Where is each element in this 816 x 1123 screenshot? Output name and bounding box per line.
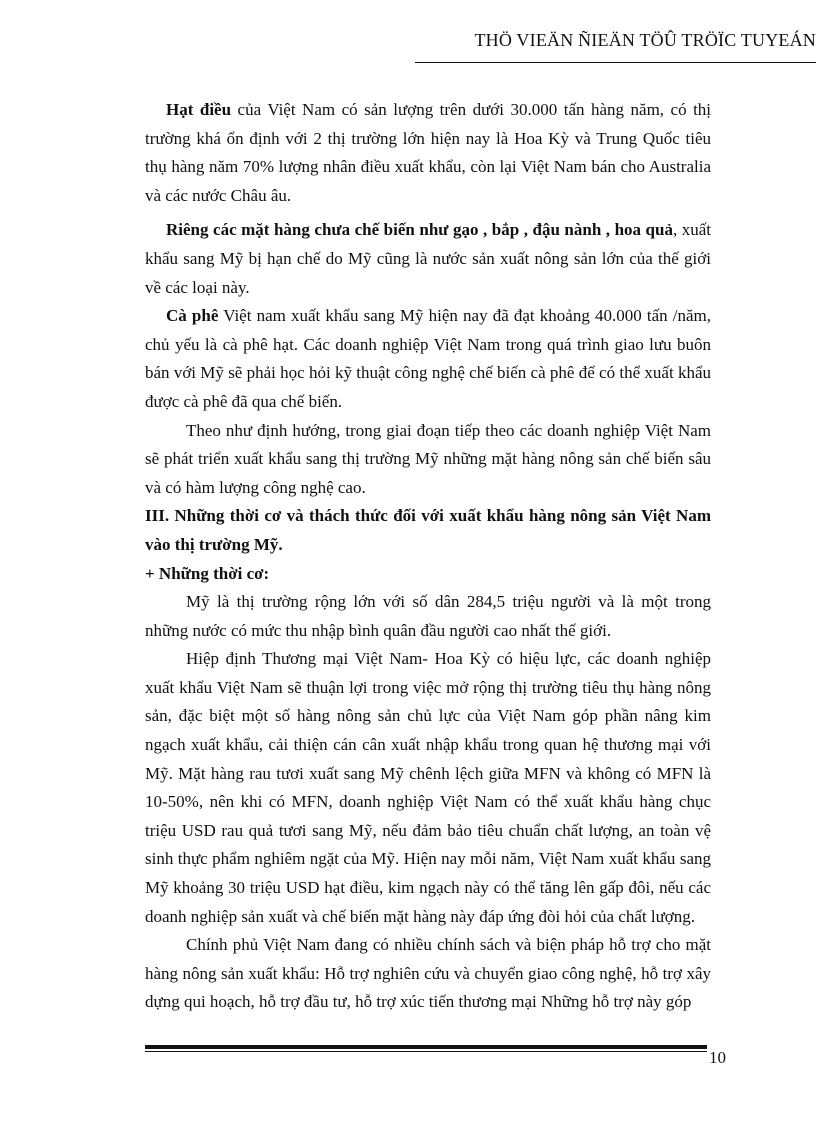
paragraph-government-support: Chính phủ Việt Nam đang có nhiều chính sách và biện pháp hỗ trợ cho mặt hàng nông sản xuất khẩu: Hỗ trợ nghiên cứu và chuyển giao công nghệ, hỗ trợ xây dựng qui hoạch, hỗ trợ đầu tư, hỗ trợ xúc tiến thương mại Những hỗ trợ này góp	[145, 935, 711, 1012]
footer-rule-thick	[145, 1045, 707, 1049]
paragraph-unprocessed-goods	[145, 216, 711, 302]
paragraph-trade-agreement: Hiệp định Thương mại Việt Nam- Hoa Kỳ có hiệu lực, các doanh nghiệp xuất khẩu Việt Nam sẽ thuận lợi trong việc mở rộng thị trường tiêu thụ hàng nông sản, đặc biệt một số hàng nông sản chủ lực của Việt Nam góp phần nâng kim ngạch xuất khẩu, cải thiện cán cân xuất nhập khẩu trong quan hệ thương mại với Mỹ. Mặt hàng rau tươi xuất sang Mỹ chênh lệch giữa MFN và không có MFN là 10-50%, nên khi có MFN, doanh nghiệp Việt Nam có thể xuất khẩu hàng chục triệu USD rau quả tươi sang Mỹ, nếu đảm bảo tiêu chuẩn chất lượng, an toàn vệ sinh thực phẩm nghiêm ngặt của Mỹ. Hiện nay mỗi năm, Việt Nam xuất khẩu sang Mỹ khoảng 30 triệu USD hạt điều, kim ngạch này có thể tăng lên gấp đôi, nếu các doanh nghiệp sản xuất và chế biến mặt hàng này đáp ứng đòi hỏi của chất lượng.	[145, 649, 711, 926]
paragraph-text: , xuất khẩu sang Mỹ bị hạn chế do Mỹ cũng là nước sản xuất nông sản lớn của thế giới về các loại này.	[145, 220, 711, 297]
page-number: 10	[709, 1048, 726, 1067]
paragraph-cashew	[145, 96, 711, 210]
header-title: THÖ VIEÄN ÑIEÄN TÖÛ TRÖÏC TUYEÁN	[474, 30, 816, 50]
bold-term-unprocessed: Riêng các mặt hàng chưa chế biến như gạo , bắp , đậu nành , hoa quả	[166, 220, 673, 240]
paragraph-coffee	[145, 302, 711, 416]
page-body	[145, 96, 711, 1017]
paragraph-text: của Việt Nam có sản lượng trên dưới 30.000 tấn hàng năm, có thị trường khá ổn định với 2 thị trường lớn hiện nay là Hoa Kỳ và Trung Quốc tiêu thụ hàng năm 70% lượng nhân điều xuất khẩu, còn lại Việt Nam bán cho Australia và các nước Châu âu.	[145, 100, 712, 205]
bold-term-cashew: Hạt điều	[166, 100, 232, 119]
footer-rule-thin	[145, 1051, 707, 1052]
subsection-heading: + Những thời cơ:	[145, 563, 270, 583]
paragraph-text: Việt nam xuất khẩu sang Mỹ hiện nay đã đạt khoảng 40.000 tấn /năm, chủ yếu là cà phê hạt. Các doanh nghiệp Việt Nam trong quá trình giao lưu buôn bán với Mỹ sẽ phải học hỏi kỹ thuật công nghệ chế biến cà phê để có thể xuất khẩu được cà phê đã qua chế biến.	[145, 306, 712, 411]
section-heading: III. Những thời cơ và thách thức đối với xuất khẩu hàng nông sản Việt Nam vào thị trường Mỹ.	[145, 506, 711, 554]
bold-term-coffee: Cà phê	[166, 306, 219, 326]
header-rule	[415, 62, 816, 63]
paragraph-orientation: Theo như định hướng, trong giai đoạn tiếp theo các doanh nghiệp Việt Nam sẽ phát triển xuất khẩu sang thị trường Mỹ những mặt hàng nông sản chế biến sâu và có hàm lượng công nghệ cao.	[145, 420, 711, 497]
paragraph-us-market: Mỹ là thị trường rộng lớn với số dân 284,5 triệu người và là một trong những nước có mức thu nhập bình quân đầu người cao nhất thế giới.	[145, 592, 711, 640]
